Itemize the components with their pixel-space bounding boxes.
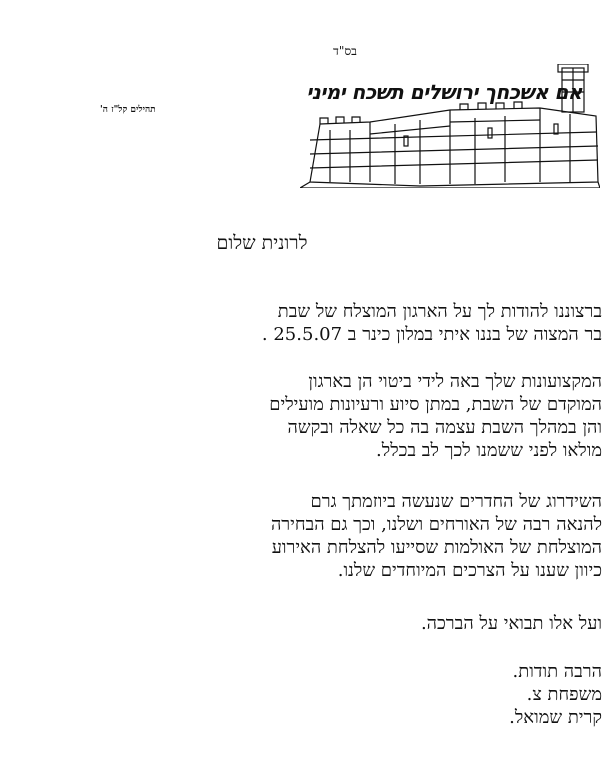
text-line: והן במהלך השבת עצמה בה כל שאלה ובקשה <box>287 417 602 438</box>
letterhead <box>100 60 600 190</box>
signature-line: משפחת צ. <box>526 684 602 705</box>
text-line: ברצוננו להודות לך על הארגון המוצלח של שבת <box>277 301 602 322</box>
paragraph-thanks <box>42 300 602 346</box>
paragraph-professionalism <box>42 370 602 462</box>
greeting: לרונית שלום <box>216 232 308 254</box>
motto-source: תהילים קל"ז ה' <box>100 105 156 115</box>
text-line: המוצלחת של האולמות שסייעו להצלחת האירוע <box>271 537 602 558</box>
paragraph-rooms <box>42 490 602 582</box>
bsd-mark: בס"ד <box>333 44 357 58</box>
text-line: המקצועונות שלך באה לידי ביטוי הן בארגון <box>308 371 602 392</box>
letterhead-motto: אם אשכחך ירושלים תשכח ימיני <box>306 80 582 104</box>
text-line: מולאו לפני ששמנו לכך לב בכלל. <box>376 440 602 461</box>
paragraph-blessing <box>42 612 602 635</box>
text-line: המוקדם של השבת, במתן סיוע ורעיונות מועילים <box>269 394 602 415</box>
text-line: השידרוג של החדרים שנעשה ביוזמתך גרם <box>310 491 602 512</box>
signature-line: קרית שמואל. <box>509 707 602 728</box>
text-line: בר המצוה של בננו איתי במלון כינר ב 25.5.07 . <box>261 324 602 345</box>
signature-block <box>42 660 602 729</box>
text-line: להנאה רבה של האורחים ושלנו, וכך גם הבחירה <box>270 514 602 535</box>
text-line: ועל אלו תבואי על הברכה. <box>420 613 602 634</box>
text-line: כיוון שענו על הצרכים המיוחדים שלנו. <box>337 560 602 581</box>
signature-line: הרבה תודות. <box>512 661 602 682</box>
